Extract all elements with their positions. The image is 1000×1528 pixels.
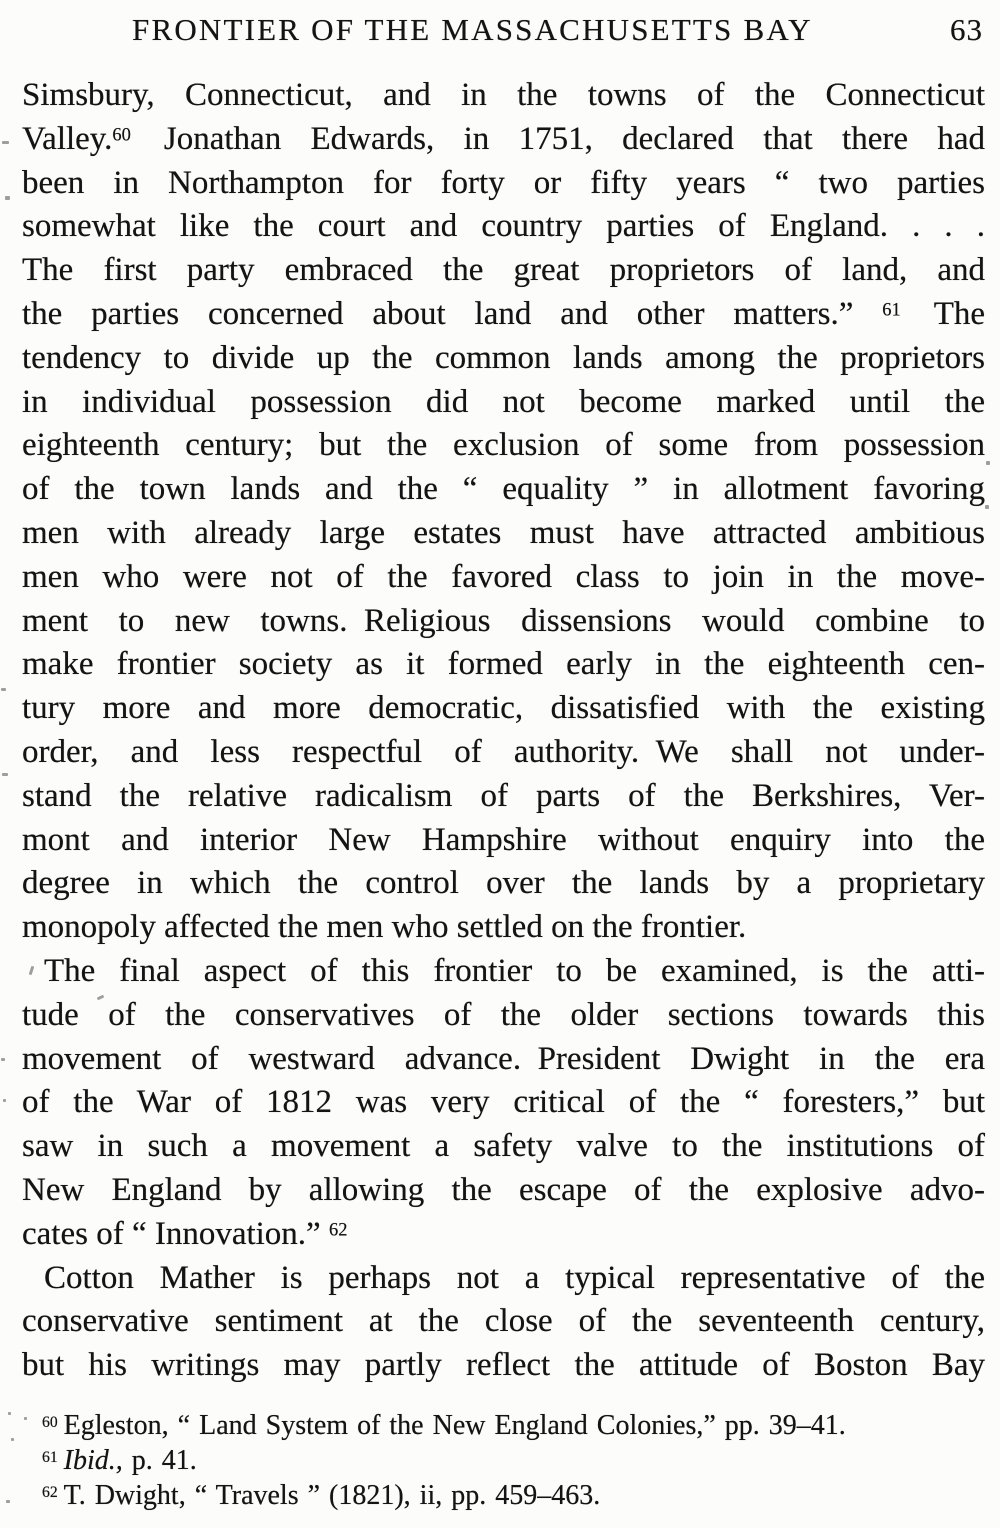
body-text [22, 74, 985, 1388]
footnote-italic: Ibid., [63, 1445, 123, 1476]
text-line: New England by allowing the escape of the explosive advo- [22, 1171, 985, 1208]
text-line: tude of the conservatives of the older sections towards this [22, 996, 985, 1033]
text-line: men who were not of the favored class to join in the move- [22, 558, 985, 595]
footnotes [22, 1408, 985, 1513]
text-line: somewhat like the court and country parties of England. . . . [22, 208, 985, 245]
text-line: mont and interior New Hampshire without enquiry into the [22, 821, 985, 858]
text-line: of the town lands and the “ equality ” in allotment favoring [22, 471, 985, 508]
scan-artifact [1, 688, 6, 691]
text-line: The final aspect of this frontier to be examined, is the atti- [44, 952, 985, 989]
footnote-text: p. 41. [122, 1445, 197, 1476]
text-line: make frontier society as it formed early in the eighteenth cen- [22, 646, 985, 683]
paragraph-1 [22, 74, 985, 950]
footnote-60 [22, 1408, 985, 1443]
scan-artifact [2, 141, 9, 144]
footnote-61 [22, 1443, 985, 1478]
footnote-62 [22, 1478, 985, 1513]
text-line: tendency to divide up the common lands among the proprietors [22, 339, 985, 376]
scan-artifact [1, 1058, 5, 1061]
text-line: cates of “ Innovation.” $^{62}$ [22, 1215, 348, 1252]
text-line: in individual possession did not become marked until the [22, 383, 985, 420]
paragraph-3 [22, 1257, 985, 1388]
footnote-text: Egleston, “ Land System of the New England Colonies,” pp. 39–41. [63, 1410, 846, 1441]
scan-artifact [8, 1412, 11, 1415]
scan-artifact [3, 1099, 6, 1102]
footnote-text: T. Dwight, “ Travels ” (1821), ii, pp. 459–463. [63, 1480, 601, 1511]
paragraph-2 [22, 950, 985, 1257]
text-line: movement of westward advance. President Dwight in the era [22, 1040, 985, 1077]
text-line: degree in which the control over the lands by a proprietary [22, 865, 985, 902]
text-line: tury more and more democratic, dissatisfied with the existing [22, 690, 985, 727]
text-line: order, and less respectful of authority. We shall not under- [22, 733, 985, 770]
text-line: been in Northampton for forty or fifty years “ two parties [22, 164, 985, 201]
scan-artifact [985, 505, 989, 509]
scan-artifact [5, 196, 10, 200]
text-line: Valley.$^{60}$ Jonathan Edwards, in 1751, declared that there had [22, 120, 985, 157]
text-line: Cotton Mather is perhaps not a typical representative of the [44, 1259, 985, 1296]
text-line: conservative sentiment at the close of the seventeenth century, [22, 1303, 985, 1340]
text-line: but his writings may partly reflect the attitude of Boston Bay [22, 1347, 985, 1384]
text-line: Simsbury, Connecticut, and in the towns of the Connecticut [22, 77, 985, 113]
text-line: of the War of 1812 was very critical of the “ foresters,” but [22, 1084, 985, 1121]
text-line: The first party embraced the great proprietors of land, and [22, 252, 985, 289]
text-line: monopoly affected the men who settled on the frontier. [22, 909, 747, 946]
footnote-marker: 61 [42, 1448, 58, 1466]
footnote-marker: 60 [42, 1413, 58, 1431]
page-number: 63 [950, 12, 983, 47]
scan-artifact [24, 1417, 27, 1420]
text-line: men with already large estates must have attracted ambitious [22, 514, 985, 551]
scan-artifact [2, 773, 8, 776]
footnote-marker: 62 [42, 1483, 58, 1501]
text-line: stand the relative radicalism of parts of the Berkshires, Ver- [22, 777, 985, 814]
scan-artifact [11, 1438, 14, 1441]
scan-artifact [986, 461, 990, 465]
header-title: FRONTIER OF THE MASSACHUSETTS BAY [132, 12, 813, 47]
scan-artifact [6, 1500, 10, 1503]
running-header [22, 10, 983, 50]
text-line: saw in such a movement a safety valve to the institutions of [22, 1128, 985, 1165]
text-line: eighteenth century; but the exclusion of some from possession [22, 427, 985, 464]
text-line: the parties concerned about land and other matters.” $^{61}$ The [22, 295, 985, 332]
text-line: ment to new towns. Religious dissensions would combine to [22, 602, 985, 639]
